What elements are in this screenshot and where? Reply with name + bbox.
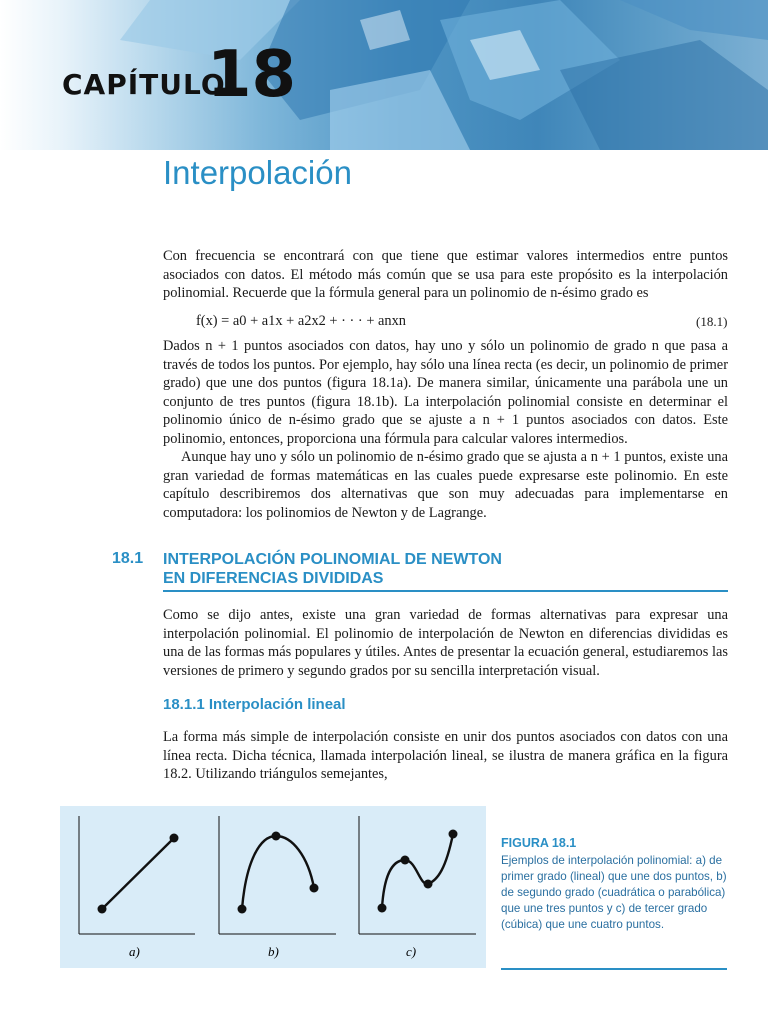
interpolation-examples-graphic [60, 806, 486, 968]
chapter-label: CAPÍTULO [62, 68, 226, 101]
chapter-number: 18 [207, 38, 297, 112]
subsection-paragraph-1: La forma más simple de interpolación consiste en unir dos puntos asociados con datos con una línea recta. Dicha técnica, llamada interpolación lineal, se ilustra de manera gráfica en la figura 18.2. Utilizando triángulos semejantes, [163, 729, 728, 782]
section-title [163, 550, 603, 588]
equation-text: f(x) = a0 + a1x + a2x2 + · · · + anxn [196, 313, 407, 329]
figure-caption-rule [501, 968, 727, 970]
panel-a-point [98, 905, 107, 914]
section-paragraph-1: Como se dijo antes, existe una gran variedad de formas alternativas para expresar una interpolación polinomial. El polinomio de interpolación de Newton en diferencias divididas es una de las formas más populares y útiles. Antes de presentar la ecuación general, estudiaremos las versiones de primero y segundo grados por su sencilla interpretación visual. [163, 607, 728, 679]
polynomial-equation [196, 313, 406, 330]
chapter-title: Interpolación [163, 154, 352, 191]
panel-b-point [272, 832, 281, 841]
panel-c-point [378, 904, 387, 913]
figure-number: FIGURA 18.1 [501, 836, 577, 850]
intro-paragraph-1: Con frecuencia se encontrará con que tiene que estimar valores intermedios entre puntos asociados con datos. El método más común que se usa para este propósito es la interpolación polinomial. Recuerde que la fórmula general para un polinomio de n-ésimo grado es [163, 248, 728, 301]
panel-c-label: c) [406, 944, 417, 959]
section-title-line-1: INTERPOLACIÓN POLINOMIAL DE NEWTON [163, 551, 502, 568]
panel-c-point [449, 830, 458, 839]
figure-panel [60, 806, 486, 968]
panel-c-point [401, 856, 410, 865]
panel-b-curve [242, 836, 314, 909]
section-divider [163, 590, 728, 592]
panel-b-point [238, 905, 247, 914]
panel-a-label: a) [129, 944, 140, 959]
panel-a-point [170, 834, 179, 843]
intro-paragraph-3: Aunque hay uno y sólo un polinomio de n-ésimo grado que se ajusta a n + 1 puntos, existe una gran variedad de formas matemáticas en las cuales puede expresarse este polinomio. En este capítulo describiremos dos alternativas que son muy adecuadas para implementarse en computadora: los polinomios de Newton y de Lagrange. [163, 449, 728, 521]
chapter-banner [0, 0, 768, 150]
subsection-title: 18.1.1 Interpolación lineal [163, 696, 346, 713]
panel-a-line [102, 838, 174, 909]
section-title-line-2: EN DIFERENCIAS DIVIDIDAS [163, 570, 384, 587]
panel-c-point [424, 880, 433, 889]
panel-b-point [310, 884, 319, 893]
panel-c-curve [382, 834, 453, 908]
panel-b-label: b) [268, 944, 279, 959]
equation-number: (18.1) [696, 314, 728, 329]
section-number: 18.1 [112, 550, 144, 567]
intro-paragraph-2: Dados n + 1 puntos asociados con datos, hay uno y sólo un polinomio de grado n que pasa a través de todos los puntos. Por ejemplo, hay sólo una línea recta (es decir, un polinomio de primer grado) que une dos puntos (figura 18.1a). De manera similar, únicamente una parábola une un conjunto de tres puntos (figura 18.1b). La interpolación polinomial consiste en determinar el polinomio único de n-ésimo grado que se ajuste a n + 1 puntos asociados con datos. Este polinomio, entonces, proporciona una fórmula para calcular valores intermedios. [163, 338, 728, 447]
figure-caption: Ejemplos de interpolación polinomial: a) de primer grado (lineal) que une dos puntos, b) de segundo grado (cuadrática o parabólica) que une tres puntos y c) de tercer grado (cúbica) que une cuatro puntos. [501, 854, 727, 931]
